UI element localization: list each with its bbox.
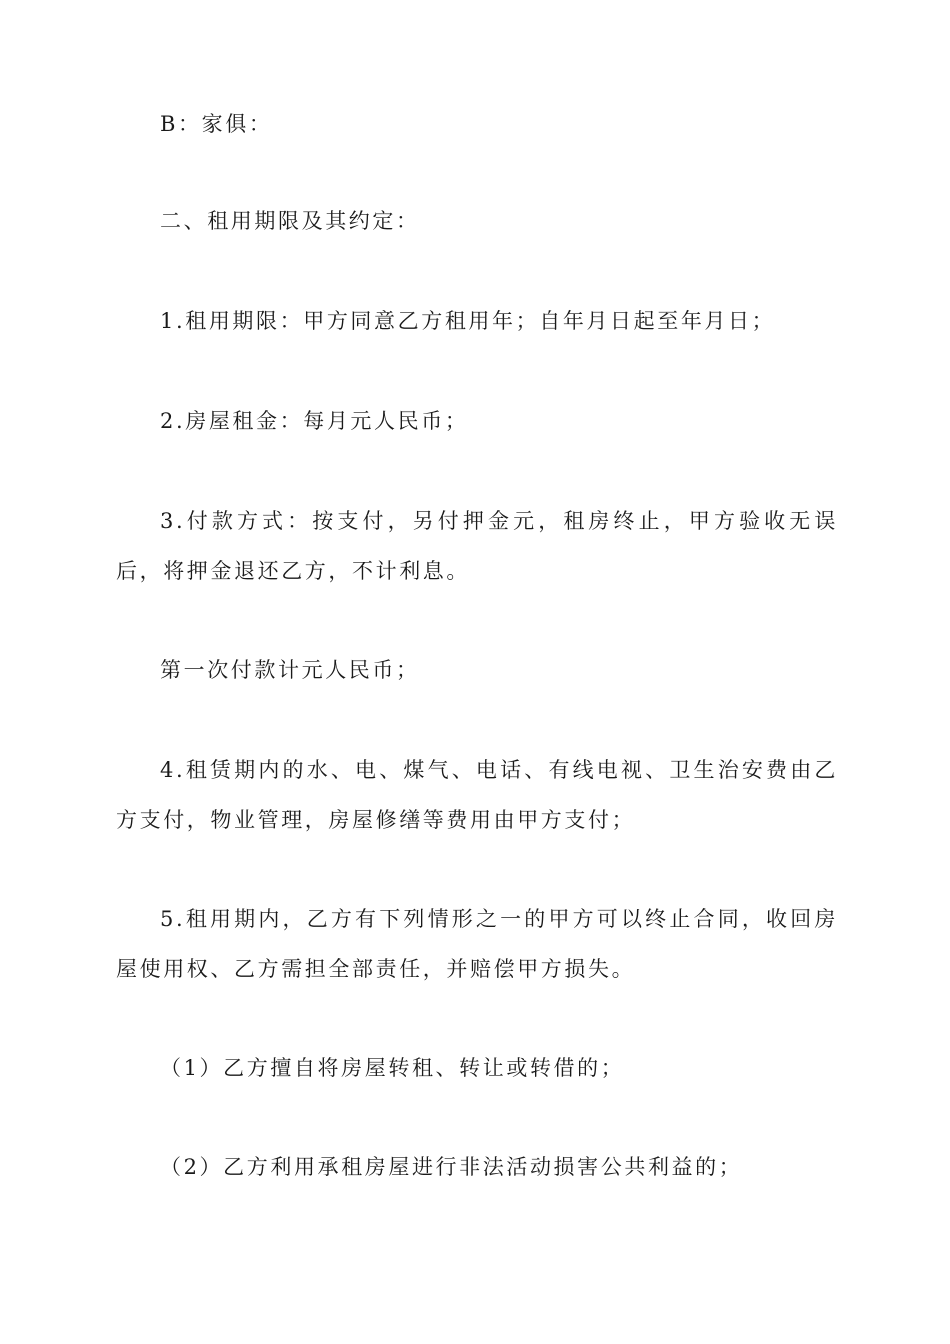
paragraph-utilities: 4.租赁期内的水、电、煤气、电话、有线电视、卫生治安费由乙方支付，物业管理，房屋修缮等费用由甲方支付；	[116, 758, 838, 832]
paragraph-clause-1: （1）乙方擅自将房屋转租、转让或转借的；	[160, 1056, 625, 1080]
paragraph-rent: 2.房屋租金：每月元人民币；	[160, 409, 469, 433]
paragraph-lease-period: 1.租用期限：甲方同意乙方租用年；自年月日起至年月日；	[160, 309, 776, 333]
paragraph-lease-term-title: 二、租用期限及其约定：	[160, 209, 420, 233]
paragraph-first-payment: 第一次付款计元人民币；	[160, 658, 420, 682]
paragraph-furniture: B：家俱：	[160, 112, 273, 136]
paragraph-termination: 5.租用期内，乙方有下列情形之一的甲方可以终止合同，收回房屋使用权、乙方需担全部责任，并赔偿甲方损失。	[116, 907, 838, 981]
paragraph-payment-method: 3.付款方式：按支付，另付押金元，租房终止，甲方验收无误后，将押金退还乙方，不计利息。	[116, 509, 838, 583]
paragraph-clause-2: （2）乙方利用承租房屋进行非法活动损害公共利益的；	[160, 1155, 743, 1179]
